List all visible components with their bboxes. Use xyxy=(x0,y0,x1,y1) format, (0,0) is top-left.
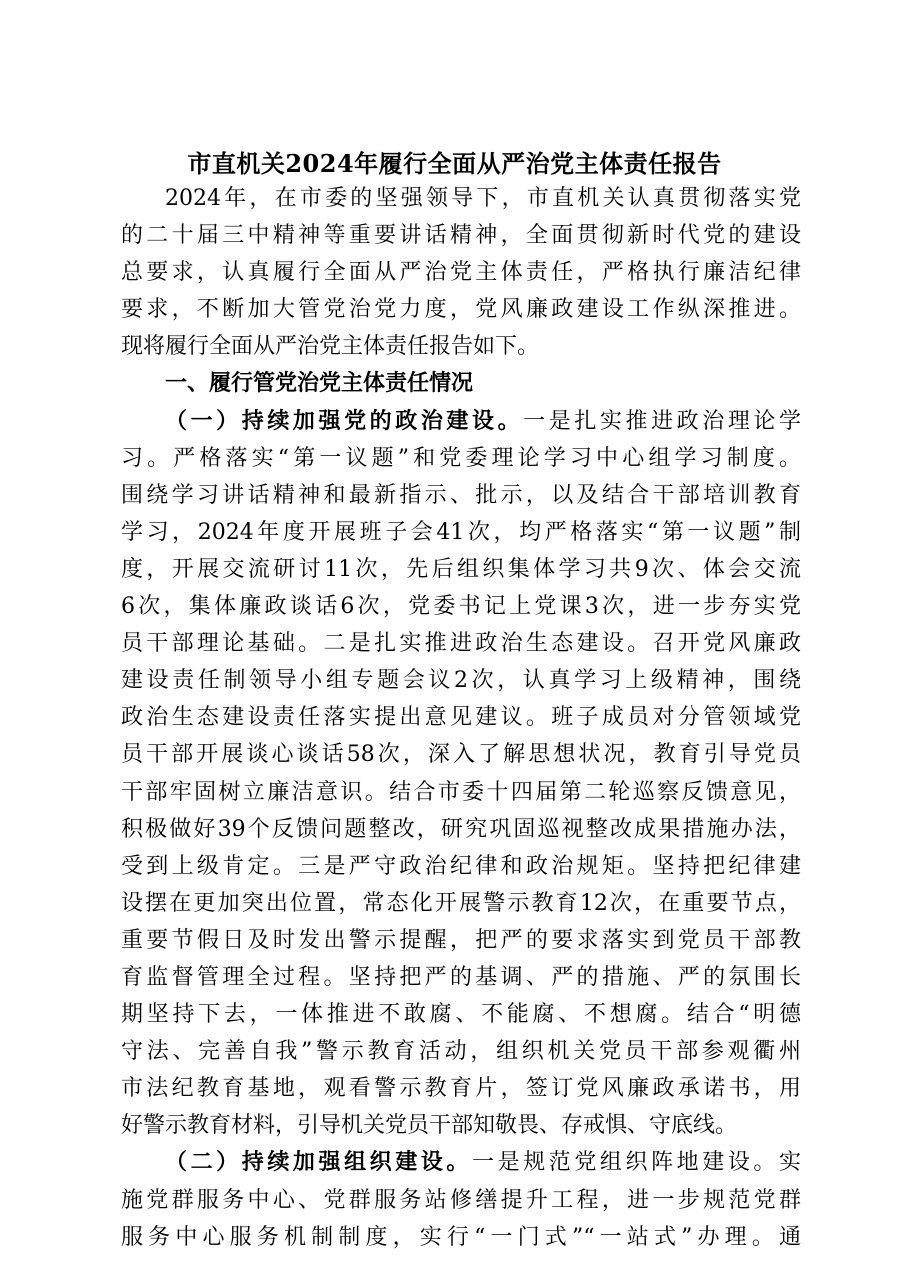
paragraph-line: 现将履行全面从严治党主体责任报告如下。 xyxy=(121,334,540,360)
paragraph-line: 度，开展交流研讨11次，先后组织集体学习共9次、体会交流 xyxy=(121,556,801,582)
paragraph-line: 育监督管理全过程。坚持把严的基调、严的措施、严的氛围长 xyxy=(121,964,801,990)
paragraph-line: 好警示教育材料，引导机关党员干部知敬畏、存戒惧、守底线。 xyxy=(121,1113,738,1139)
paragraph-line: 守法、完善自我”警示教育活动，组织机关党员干部参观衢州 xyxy=(121,1039,801,1065)
paragraph-line: 施党群服务中心、党群服务站修缮提升工程，进一步规范党群 xyxy=(121,1187,801,1213)
paragraph-line: 建设责任制领导小组专题会议2次，认真学习上级精神，围绕 xyxy=(121,668,801,694)
paragraph-line: 受到上级肯定。三是严守政治纪律和政治规矩。坚持把纪律建 xyxy=(121,853,801,879)
paragraph-text: 一是规范党组织阵地建设。实 xyxy=(472,1150,801,1176)
paragraph-line: 2024年，在市委的坚强领导下，市直机关认真贯彻落实党 xyxy=(165,186,801,211)
document-body xyxy=(121,180,801,1256)
paragraph-line: 设摆在更加突出位置，常态化开展警示教育12次，在重要节点， xyxy=(121,890,801,916)
paragraph-line: 学习，2024年度开展班子会41次，均严格落实“第一议题”制 xyxy=(121,519,801,545)
subsection-heading: （二）持续加强组织建设。 xyxy=(165,1149,472,1176)
paragraph-line xyxy=(121,403,801,440)
paragraph-line: 员干部理论基础。二是扎实推进政治生态建设。召开党风廉政 xyxy=(121,631,801,657)
paragraph-line: 市法纪教育基地，观看警示教育片，签订党风廉政承诺书，用 xyxy=(121,1076,801,1102)
paragraph-line xyxy=(121,1144,801,1181)
paragraph-line: 围绕学习讲话精神和最新指示、批示，以及结合干部培训教育 xyxy=(121,482,801,508)
document-title: 市直机关2024年履行全面从严治党主体责任报告 xyxy=(187,149,722,178)
paragraph-text: 一是扎实推进政治理论学 xyxy=(523,408,801,434)
paragraph-line: 干部牢固树立廉洁意识。结合市委十四届第二轮巡察反馈意见， xyxy=(121,779,801,805)
paragraph-line: 习。严格落实“第一议题”和党委理论学习中心组学习制度。 xyxy=(121,445,801,471)
paragraph-line: 6次，集体廉政谈话6次，党委书记上党课3次，进一步夯实党 xyxy=(121,594,801,620)
paragraph-line: 重要节假日及时发出警示提醒，把严的要求落实到党员干部教 xyxy=(121,927,801,953)
paragraph-line: 总要求，认真履行全面从严治党主体责任，严格执行廉洁纪律 xyxy=(121,260,801,286)
paragraph-line: 服务中心服务机制制度，实行“一门式”“一站式”办理。通 xyxy=(121,1224,801,1250)
paragraph-line: 积极做好39个反馈问题整改，研究巩固巡视整改成果措施办法， xyxy=(121,816,801,842)
paragraph-line: 的二十届三中精神等重要讲话精神，全面贯彻新时代党的建设 xyxy=(121,223,801,249)
paragraph-line: 期坚持下去，一体推进不敢腐、不能腐、不想腐。结合“明德 xyxy=(121,1002,801,1028)
paragraph-line: 要求，不断加大管党治党力度，党风廉政建设工作纵深推进。 xyxy=(121,297,801,323)
subsection-heading: （一）持续加强党的政治建设。 xyxy=(165,407,524,434)
paragraph-line: 员干部开展谈心谈话58次，深入了解思想状况，教育引导党员 xyxy=(121,742,801,768)
paragraph-line: 政治生态建设责任落实提出意见建议。班子成员对分管领域党 xyxy=(121,705,801,731)
section-heading: 一、履行管党治党主体责任情况 xyxy=(165,370,474,397)
